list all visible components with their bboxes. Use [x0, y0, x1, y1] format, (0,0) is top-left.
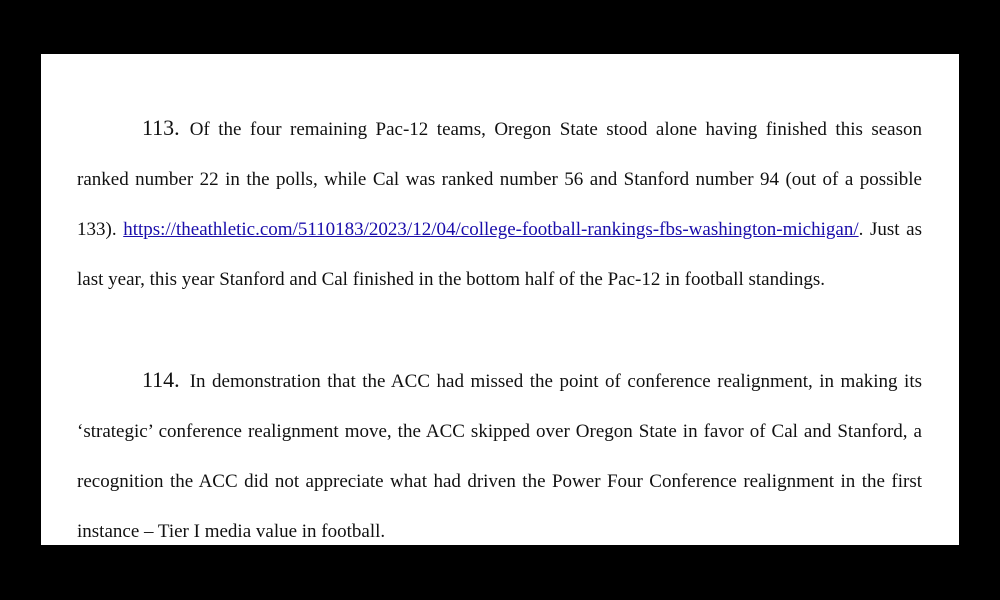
paragraph-text: Of the four remaining Pac-12 teams, Oregon State stood alone having finished this season ranked number 22 in the polls, while Cal was ranked number 56 and Stanford number 94 (out of a possible 133).: [77, 119, 922, 240]
document-page: [41, 54, 959, 545]
paragraph-number: 114.: [142, 367, 180, 392]
article-link[interactable]: https://theathletic.com/5110183/2023/12/04/college-football-rankings-fbs-washington-michigan/: [123, 219, 859, 240]
paragraph-113: [77, 103, 922, 305]
paragraph-114: [77, 355, 922, 545]
paragraph-text-continued: . Just as last year, this year Stanford and Cal finished in the bottom half of the Pac-12 in football standings.: [77, 219, 922, 290]
paragraph-number: 113.: [142, 115, 180, 140]
paragraph-text: In demonstration that the ACC had missed the point of conference realignment, in making its ‘strategic’ conference realignment move, the ACC skipped over Oregon State in favor of Cal and Stanford, a recognition the ACC did not appreciate what had driven the Power Four Conference realignment in the first instance – Tier I media value in football.: [77, 371, 922, 542]
